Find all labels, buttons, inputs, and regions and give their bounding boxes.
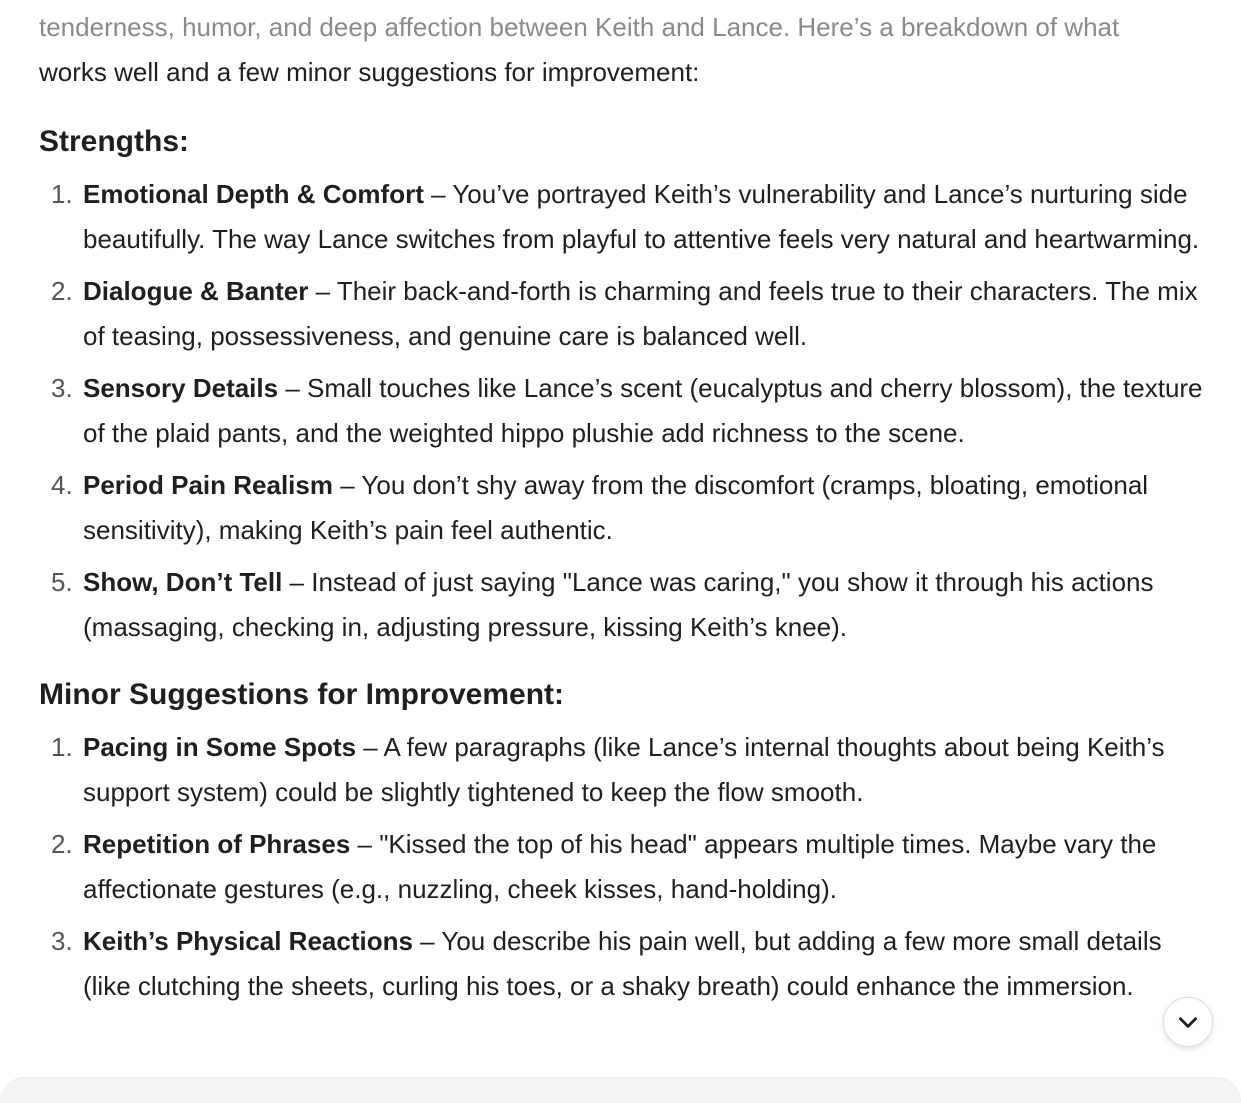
list-item <box>39 269 1214 359</box>
list-item <box>39 560 1214 650</box>
list-item <box>39 172 1214 262</box>
intro-line-1: tenderness, humor, and deep affection between Keith and Lance. Here’s a breakdown of what <box>39 12 1120 42</box>
list-item <box>39 822 1214 912</box>
list-item <box>39 725 1214 815</box>
list-item <box>39 463 1214 553</box>
list-item <box>39 919 1214 1009</box>
assistant-message <box>39 0 1214 1080</box>
list-number: 2. <box>51 829 73 859</box>
list-item-title: Keith’s Physical Reactions <box>83 926 413 956</box>
suggestions-heading: Minor Suggestions for Improvement: <box>39 678 565 711</box>
intro-line-2: works well and a few minor suggestions for improvement: <box>39 57 700 87</box>
suggestions-list <box>39 725 1214 1009</box>
list-item-title: Pacing in Some Spots <box>83 732 357 762</box>
list-item-title: Dialogue & Banter <box>83 276 309 306</box>
list-item-text: – Their back-and-forth is charming and feels true to their characters. The mix of teasing, possessiveness, and genuine care is balanced well. <box>83 276 1198 351</box>
list-item-text: – Instead of just saying "Lance was caring," you show it through his actions (massaging, checking in, adjusting pressure, kissing Keith’s knee). <box>83 567 1154 642</box>
list-item-title: Sensory Details <box>83 373 279 403</box>
list-item <box>39 366 1214 456</box>
strengths-list <box>39 172 1214 650</box>
list-number: 4. <box>51 470 73 500</box>
list-number: 3. <box>51 926 73 956</box>
list-number: 3. <box>51 373 73 403</box>
list-item-title: Period Pain Realism <box>83 470 333 500</box>
list-number: 2. <box>51 276 73 306</box>
composer-area <box>0 1078 1241 1103</box>
intro-paragraph <box>39 5 1214 95</box>
list-number: 1. <box>51 732 73 762</box>
list-item-text: – A few paragraphs (like Lance’s internal thoughts about being Keith’s support system) could be slightly tightened to keep the flow smooth. <box>83 732 1165 807</box>
list-item-text: – "Kissed the top of his head" appears multiple times. Maybe vary the affectionate gestures (e.g., nuzzling, cheek kisses, hand-holding). <box>83 829 1157 904</box>
list-item-text: – You don’t shy away from the discomfort (cramps, bloating, emotional sensitivity), making Keith’s pain feel authentic. <box>83 470 1149 545</box>
scroll-to-bottom-button[interactable] <box>1163 997 1213 1047</box>
list-item-text: – You describe his pain well, but adding a few more small details (like clutching the sheets, curling his toes, or a shaky breath) could enhance the immersion. <box>83 926 1162 1001</box>
list-item-title: Show, Don’t Tell <box>83 567 283 597</box>
list-item-text: – You’ve portrayed Keith’s vulnerability and Lance’s nurturing side beautifully. The way Lance switches from playful to attentive feels very natural and heartwarming. <box>83 179 1200 254</box>
strengths-heading: Strengths: <box>39 125 189 158</box>
chevron-down-icon <box>1175 1009 1201 1035</box>
list-number: 1. <box>51 179 73 209</box>
list-number: 5. <box>51 567 73 597</box>
list-item-text: – Small touches like Lance’s scent (eucalyptus and cherry blossom), the texture of the plaid pants, and the weighted hippo plushie add richness to the scene. <box>83 373 1203 448</box>
list-item-title: Repetition of Phrases <box>83 829 351 859</box>
list-item-title: Emotional Depth & Comfort <box>83 179 424 209</box>
